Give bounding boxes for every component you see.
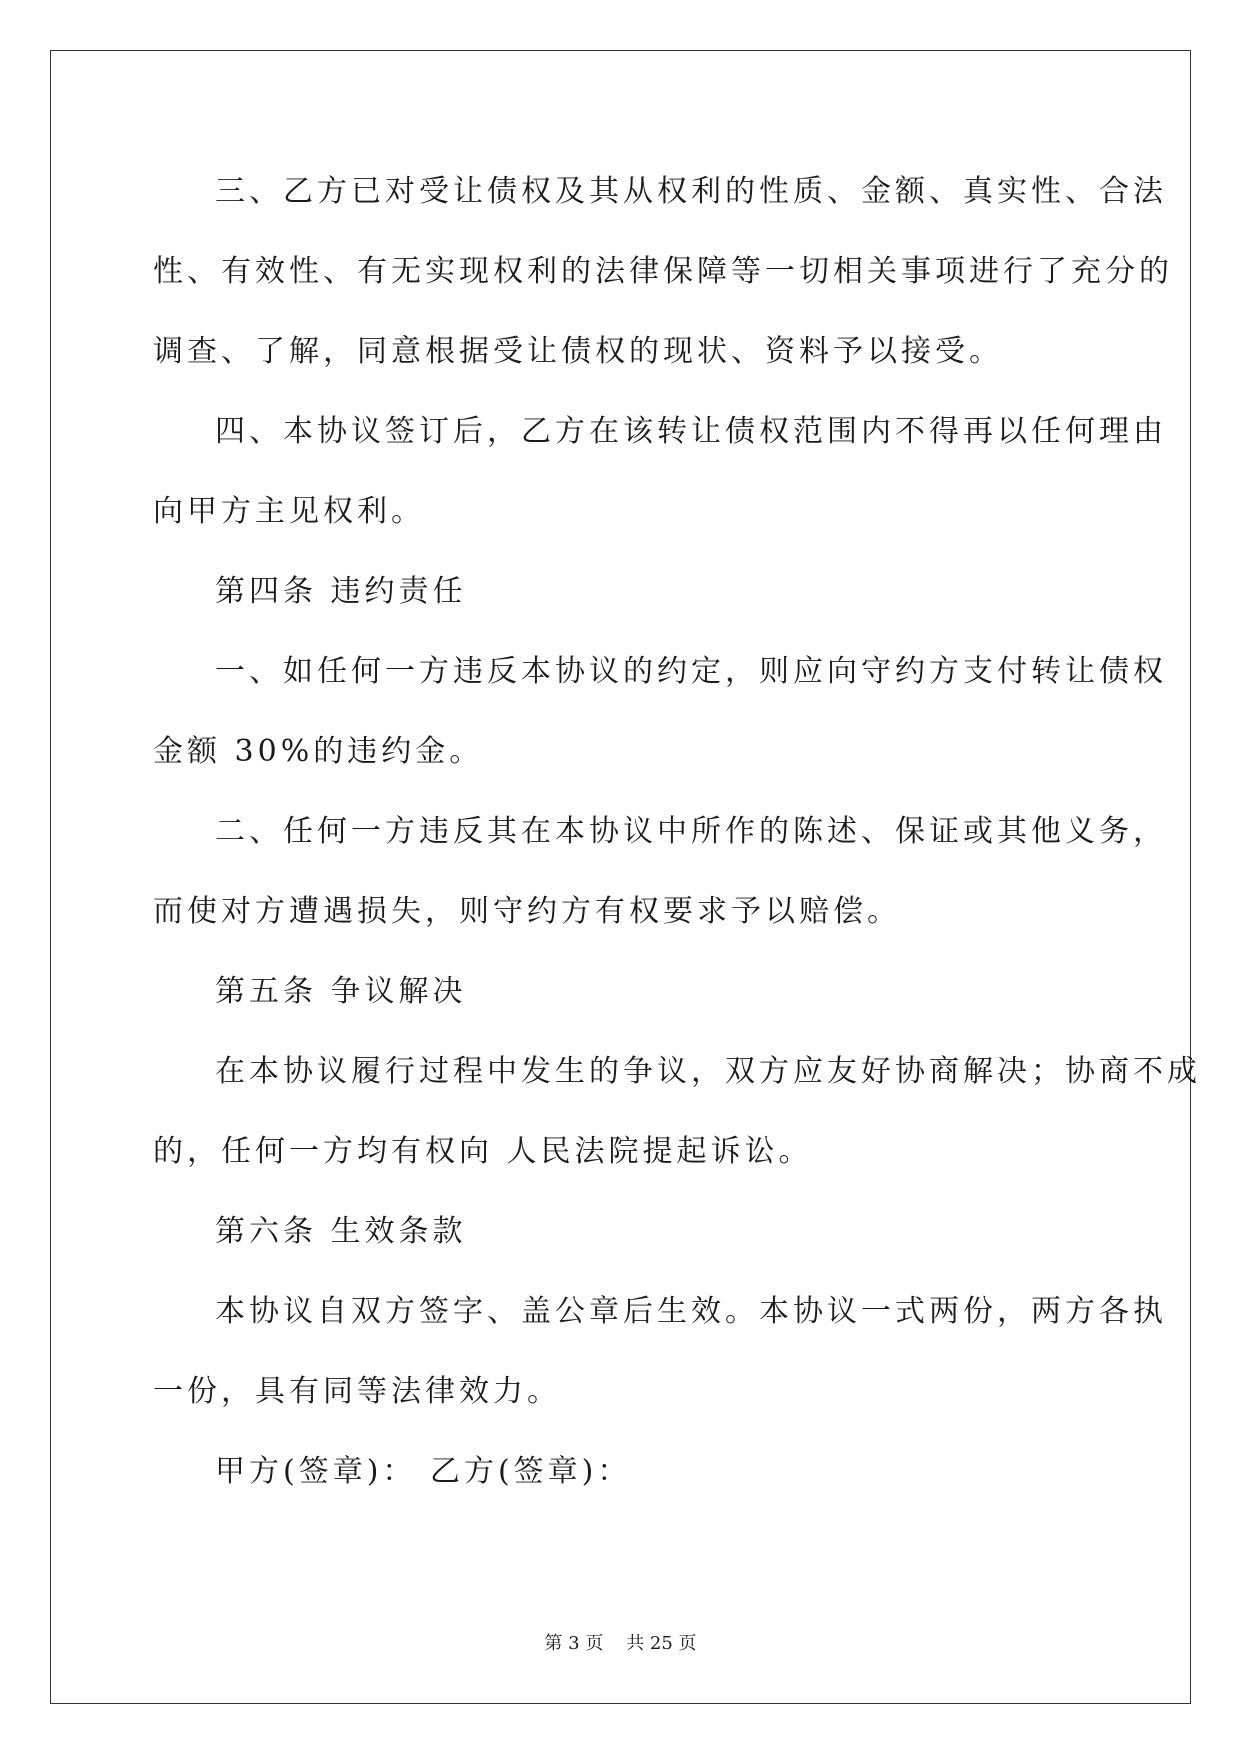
- paragraph-3-line-3: 调查、了解，同意根据受让债权的现状、资料予以接受。: [153, 334, 1003, 369]
- article-4-clause-1-line-1: 一、如任何一方违反本协议的约定，则应向守约方支付转让债权: [215, 654, 1167, 689]
- article-5-text-line-1: 在本协议履行过程中发生的争议，双方应友好协商解决；协商不成: [215, 1054, 1201, 1089]
- paragraph-4-line-2: 向甲方主见权利。: [153, 494, 425, 529]
- article-4-clause-1-line-2: 金额 30%的违约金。: [153, 734, 484, 769]
- paragraph-3-line-1: 三、乙方已对受让债权及其从权利的性质、金额、真实性、合法: [215, 174, 1167, 209]
- page-number: 第 3 页 共 25 页: [544, 1633, 697, 1654]
- signature-line: 甲方(签章)： 乙方(签章)：: [215, 1454, 632, 1489]
- article-4-clause-2-line-2: 而使对方遭遇损失，则守约方有权要求予以赔偿。: [153, 894, 901, 929]
- paragraph-3-line-2: 性、有效性、有无实现权利的法律保障等一切相关事项进行了充分的: [153, 254, 1173, 289]
- article-5-text-line-2: 的，任何一方均有权向 人民法院提起诉讼。: [153, 1134, 813, 1169]
- section-heading-article-4: 第四条 违约责任: [215, 574, 467, 609]
- article-6-text-line-2: 一份，具有同等法律效力。: [153, 1374, 561, 1409]
- article-4-clause-2-line-1: 二、任何一方违反其在本协议中所作的陈述、保证或其他义务，: [215, 814, 1167, 849]
- paragraph-4-line-1: 四、本协议签订后，乙方在该转让债权范围内不得再以任何理由: [215, 414, 1167, 449]
- article-6-text-line-1: 本协议自双方签字、盖公章后生效。本协议一式两份，两方各执: [215, 1294, 1167, 1329]
- section-heading-article-5: 第五条 争议解决: [215, 974, 467, 1009]
- section-heading-article-6: 第六条 生效条款: [215, 1214, 467, 1249]
